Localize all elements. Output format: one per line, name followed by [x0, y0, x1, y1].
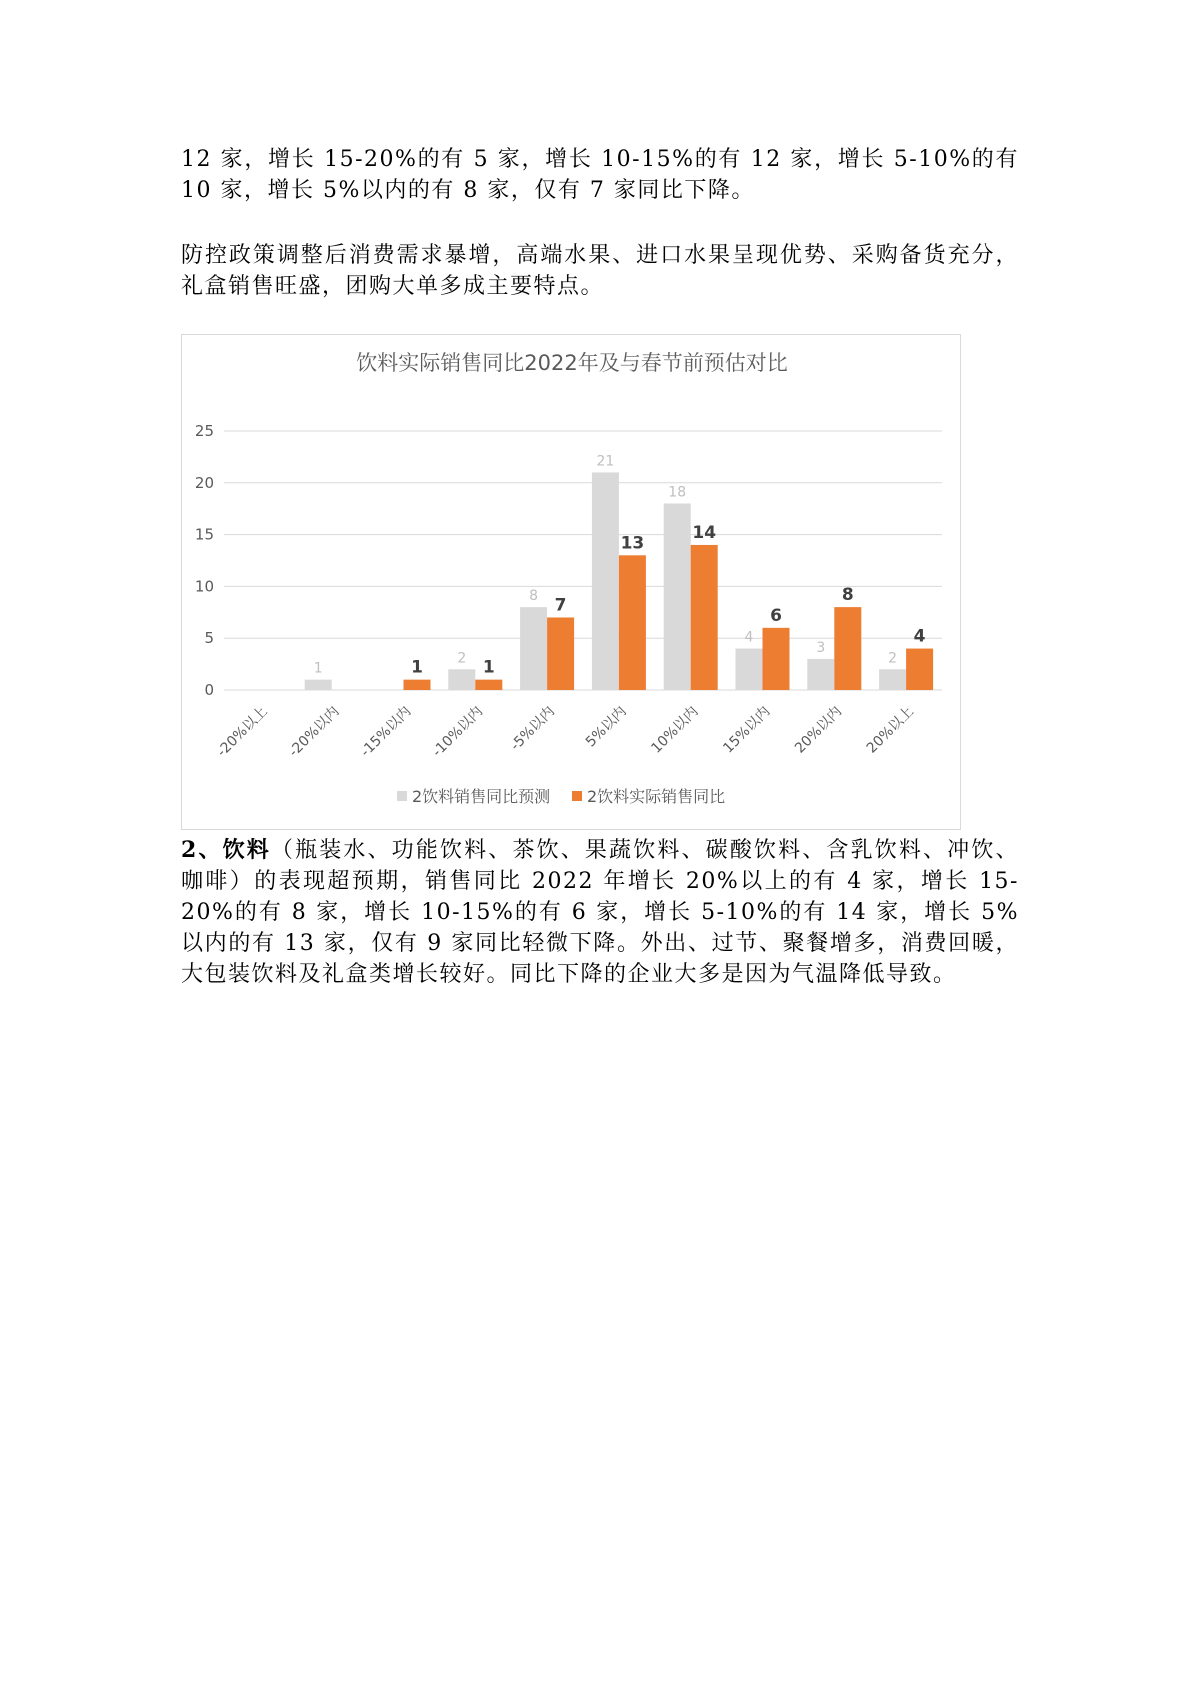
bar-actual [691, 545, 718, 690]
data-label-forecast: 4 [744, 629, 754, 646]
bar-actual [619, 555, 646, 690]
data-label-forecast: 21 [596, 453, 615, 470]
legend-swatch-forecast [397, 791, 407, 801]
bar-forecast [448, 669, 475, 690]
paragraph-fruit-summary: 12 家，增长 15-20%的有 5 家，增长 10-15%的有 12 家，增长 5-10%的有 10 家，增长 5%以内的有 8 家，仅有 7 家同比下降。 [181, 147, 1019, 203]
y-tick-label: 10 [194, 577, 214, 596]
bar-forecast [736, 649, 763, 690]
chart-bars [305, 472, 933, 690]
bar-forecast [520, 607, 547, 690]
section-heading: 2、饮料 [181, 837, 271, 863]
chart-legend [397, 787, 725, 806]
data-label-forecast: 3 [816, 639, 826, 656]
beverage-chart [181, 334, 961, 830]
x-category-label: 20%以上 [863, 703, 917, 757]
data-label-actual: 1 [411, 657, 423, 678]
bar-forecast [664, 504, 691, 690]
data-label-actual: 1 [482, 657, 495, 678]
x-category-label: 15%以内 [720, 703, 774, 757]
y-tick-label: 25 [194, 422, 214, 440]
bar-actual [834, 607, 861, 690]
bar-forecast [305, 680, 332, 690]
data-label-actual: 8 [841, 585, 854, 606]
y-tick-label: 20 [194, 473, 214, 492]
x-category-label: 5%以内 [582, 703, 630, 751]
x-category-label: -10%以内 [429, 703, 487, 761]
legend-label-actual: 2饮料实际销售同比 [587, 787, 726, 806]
x-category-label: -20%以内 [285, 703, 343, 761]
data-label-actual: 13 [620, 533, 645, 554]
y-tick-label: 0 [204, 681, 214, 699]
bar-forecast [879, 669, 906, 690]
x-category-label: -20%以上 [214, 703, 271, 761]
bar-actual [906, 649, 933, 690]
data-label-actual: 7 [554, 595, 567, 616]
x-category-label: 20%以内 [792, 703, 846, 757]
y-tick-label: 5 [204, 629, 214, 648]
chart-title: 饮料实际销售同比2022年及与春节前预估对比 [356, 351, 788, 375]
data-label-forecast: 18 [668, 484, 687, 501]
y-axis-ticks [195, 422, 214, 699]
legend-label-forecast: 2饮料销售同比预测 [412, 787, 551, 806]
x-category-label: -15%以内 [357, 703, 415, 761]
data-label-forecast: 2 [888, 650, 898, 667]
bar-forecast [807, 659, 834, 690]
bar-actual [404, 680, 431, 690]
section-body: （瓶装水、功能饮料、茶饮、果蔬饮料、碳酸饮料、含乳饮料、冲饮、咖啡）的表现超预期，销售同比 2022 年增长 20%以上的有 4 家，增长 15-20%的有 8 家，增长 10-15%的有 6 家，增长 5-10%的有 14 家，增长 5%以内的有 13 家，仅有 9 家同比轻微下降。外出、过节、聚餐增多，消费回暖，大包装饮料及礼盒类增长较好。同比下降的企业大多是因为气温降低导致。 [181, 838, 1019, 987]
data-label-actual: 4 [913, 626, 926, 647]
data-label-actual: 6 [770, 605, 782, 626]
data-label-forecast: 8 [529, 588, 539, 605]
x-category-label: 10%以内 [648, 703, 702, 757]
paragraph-beverage [181, 835, 1019, 990]
x-category-label: -5%以内 [507, 703, 558, 754]
data-label-actual: 14 [692, 522, 717, 543]
bar-actual [763, 628, 790, 690]
paragraph-fruit-features: 防控政策调整后消费需求暴增，高端水果、进口水果呈现优势、采购备货充分，礼盒销售旺盛，团购大单多成主要特点。 [181, 243, 1019, 299]
data-label-forecast: 2 [457, 650, 467, 667]
legend-swatch-actual [572, 791, 582, 801]
bar-actual [475, 680, 502, 690]
x-axis-categories [214, 703, 917, 760]
bar-actual [547, 617, 574, 690]
bar-forecast [592, 472, 619, 690]
y-tick-label: 15 [194, 525, 214, 544]
data-label-forecast: 1 [313, 660, 323, 677]
